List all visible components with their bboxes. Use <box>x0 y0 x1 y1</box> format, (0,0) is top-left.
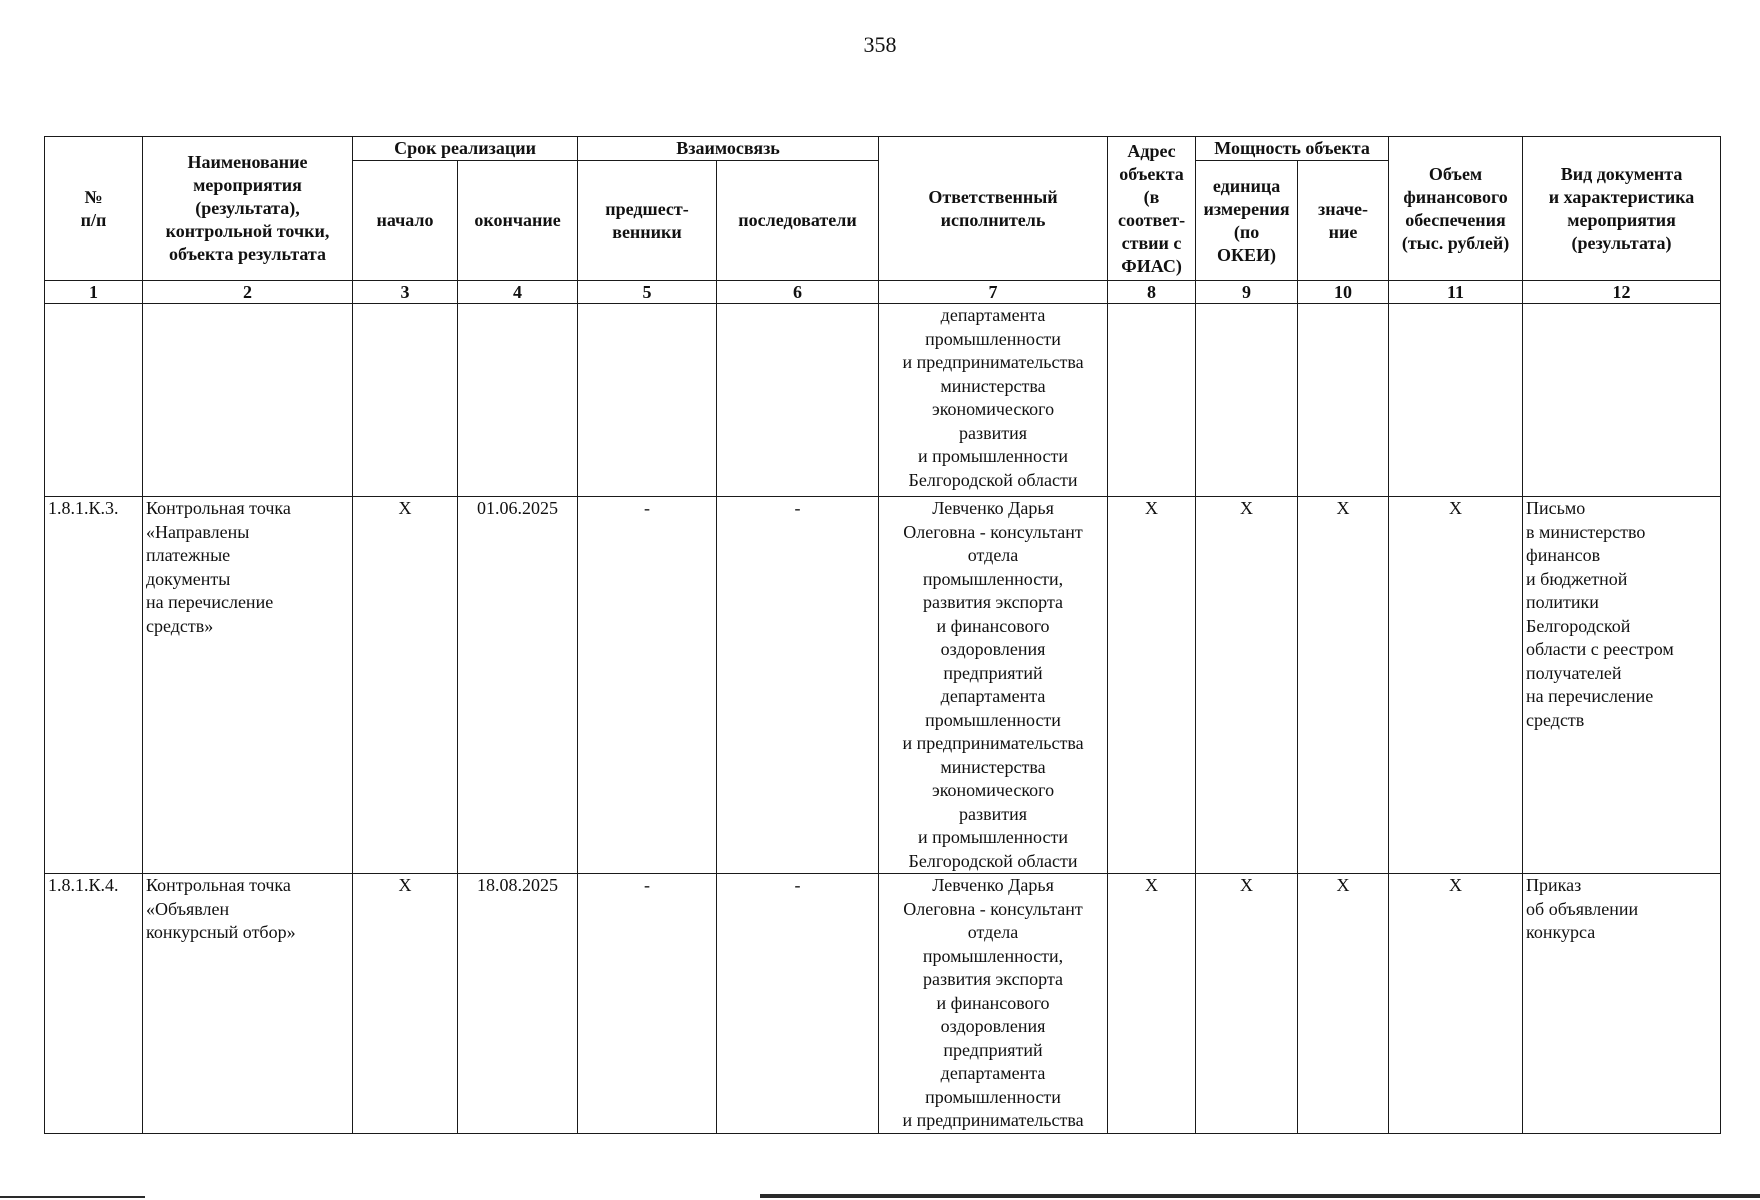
cell-end: 01.06.2025 <box>458 497 578 874</box>
table-row <box>45 874 1721 1134</box>
cell-unit: X <box>1196 874 1298 1134</box>
table-header <box>45 137 1721 304</box>
plan-table <box>44 136 1721 1134</box>
header-group-link: Взаимосвязь <box>578 137 879 161</box>
cell-address: X <box>1108 497 1196 874</box>
cell-start <box>353 304 458 497</box>
cell-end: 18.08.2025 <box>458 874 578 1134</box>
header-name: Наименование мероприятия (результата), контрольной точки, объекта результата <box>143 137 353 281</box>
cell-predecessors: - <box>578 497 717 874</box>
header-group-power: Мощность объекта <box>1196 137 1389 161</box>
column-number: 3 <box>353 281 458 304</box>
cell-document: Приказ об объявлении конкурса <box>1523 874 1721 1134</box>
cell-no: 1.8.1.К.3. <box>45 497 143 874</box>
cell-responsible: департамента промышленности и предпринимательства министерства экономического развития и промышленности Белгородской области <box>879 304 1108 497</box>
cell-finance: X <box>1389 874 1523 1134</box>
cell-responsible: Левченко Дарья Олеговна - консультант отдела промышленности, развития экспорта и финансового оздоровления предприятий департамента промышленности и предпринимательства министерства экономического развития и промышленности Белгородской области <box>879 497 1108 874</box>
header-responsible: Ответственный исполнитель <box>879 137 1108 281</box>
header-group-term: Срок реализации <box>353 137 578 161</box>
column-number-row <box>45 281 1721 304</box>
cell-finance: X <box>1389 497 1523 874</box>
header-predecessors: предшест- венники <box>578 161 717 281</box>
cell-document <box>1523 304 1721 497</box>
column-number: 6 <box>717 281 879 304</box>
cell-successors <box>717 304 879 497</box>
cell-start: X <box>353 874 458 1134</box>
cell-no: 1.8.1.К.4. <box>45 874 143 1134</box>
cell-finance <box>1389 304 1523 497</box>
page-number: 358 <box>863 32 897 57</box>
scan-edge-line <box>760 1194 1760 1198</box>
column-number: 8 <box>1108 281 1196 304</box>
column-number: 1 <box>45 281 143 304</box>
table-row <box>45 304 1721 497</box>
header-address: Адрес объекта (в соответ- ствии с ФИАС) <box>1108 137 1196 281</box>
cell-no <box>45 304 143 497</box>
cell-document: Письмо в министерство финансов и бюджетной политики Белгородской области с реестром получателей на перечисление средств <box>1523 497 1721 874</box>
cell-value: X <box>1298 497 1389 874</box>
column-number: 4 <box>458 281 578 304</box>
table-row <box>45 497 1721 874</box>
header-unit: единица измерения (по ОКЕИ) <box>1196 161 1298 281</box>
cell-value <box>1298 304 1389 497</box>
cell-name: Контрольная точка «Объявлен конкурсный отбор» <box>143 874 353 1134</box>
header-successors: последователи <box>717 161 879 281</box>
cell-successors: - <box>717 874 879 1134</box>
column-number: 2 <box>143 281 353 304</box>
header-start: начало <box>353 161 458 281</box>
cell-name: Контрольная точка «Направлены платежные документы на перечисление средств» <box>143 497 353 874</box>
cell-predecessors <box>578 304 717 497</box>
column-number: 7 <box>879 281 1108 304</box>
header-finance: Объем финансового обеспечения (тыс. рублей) <box>1389 137 1523 281</box>
column-number: 9 <box>1196 281 1298 304</box>
cell-unit: X <box>1196 497 1298 874</box>
column-number: 5 <box>578 281 717 304</box>
header-value: значе- ние <box>1298 161 1389 281</box>
cell-name <box>143 304 353 497</box>
header-no: № п/п <box>45 137 143 281</box>
scan-edge-line <box>0 1196 145 1198</box>
cell-responsible: Левченко Дарья Олеговна - консультант отдела промышленности, развития экспорта и финансового оздоровления предприятий департамента промышленности и предпринимательства <box>879 874 1108 1134</box>
column-number: 12 <box>1523 281 1721 304</box>
header-document: Вид документа и характеристика мероприятия (результата) <box>1523 137 1721 281</box>
cell-unit <box>1196 304 1298 497</box>
cell-predecessors: - <box>578 874 717 1134</box>
column-number: 10 <box>1298 281 1389 304</box>
cell-start: X <box>353 497 458 874</box>
cell-end <box>458 304 578 497</box>
header-end: окончание <box>458 161 578 281</box>
cell-address <box>1108 304 1196 497</box>
cell-value: X <box>1298 874 1389 1134</box>
cell-address: X <box>1108 874 1196 1134</box>
column-number: 11 <box>1389 281 1523 304</box>
cell-successors: - <box>717 497 879 874</box>
